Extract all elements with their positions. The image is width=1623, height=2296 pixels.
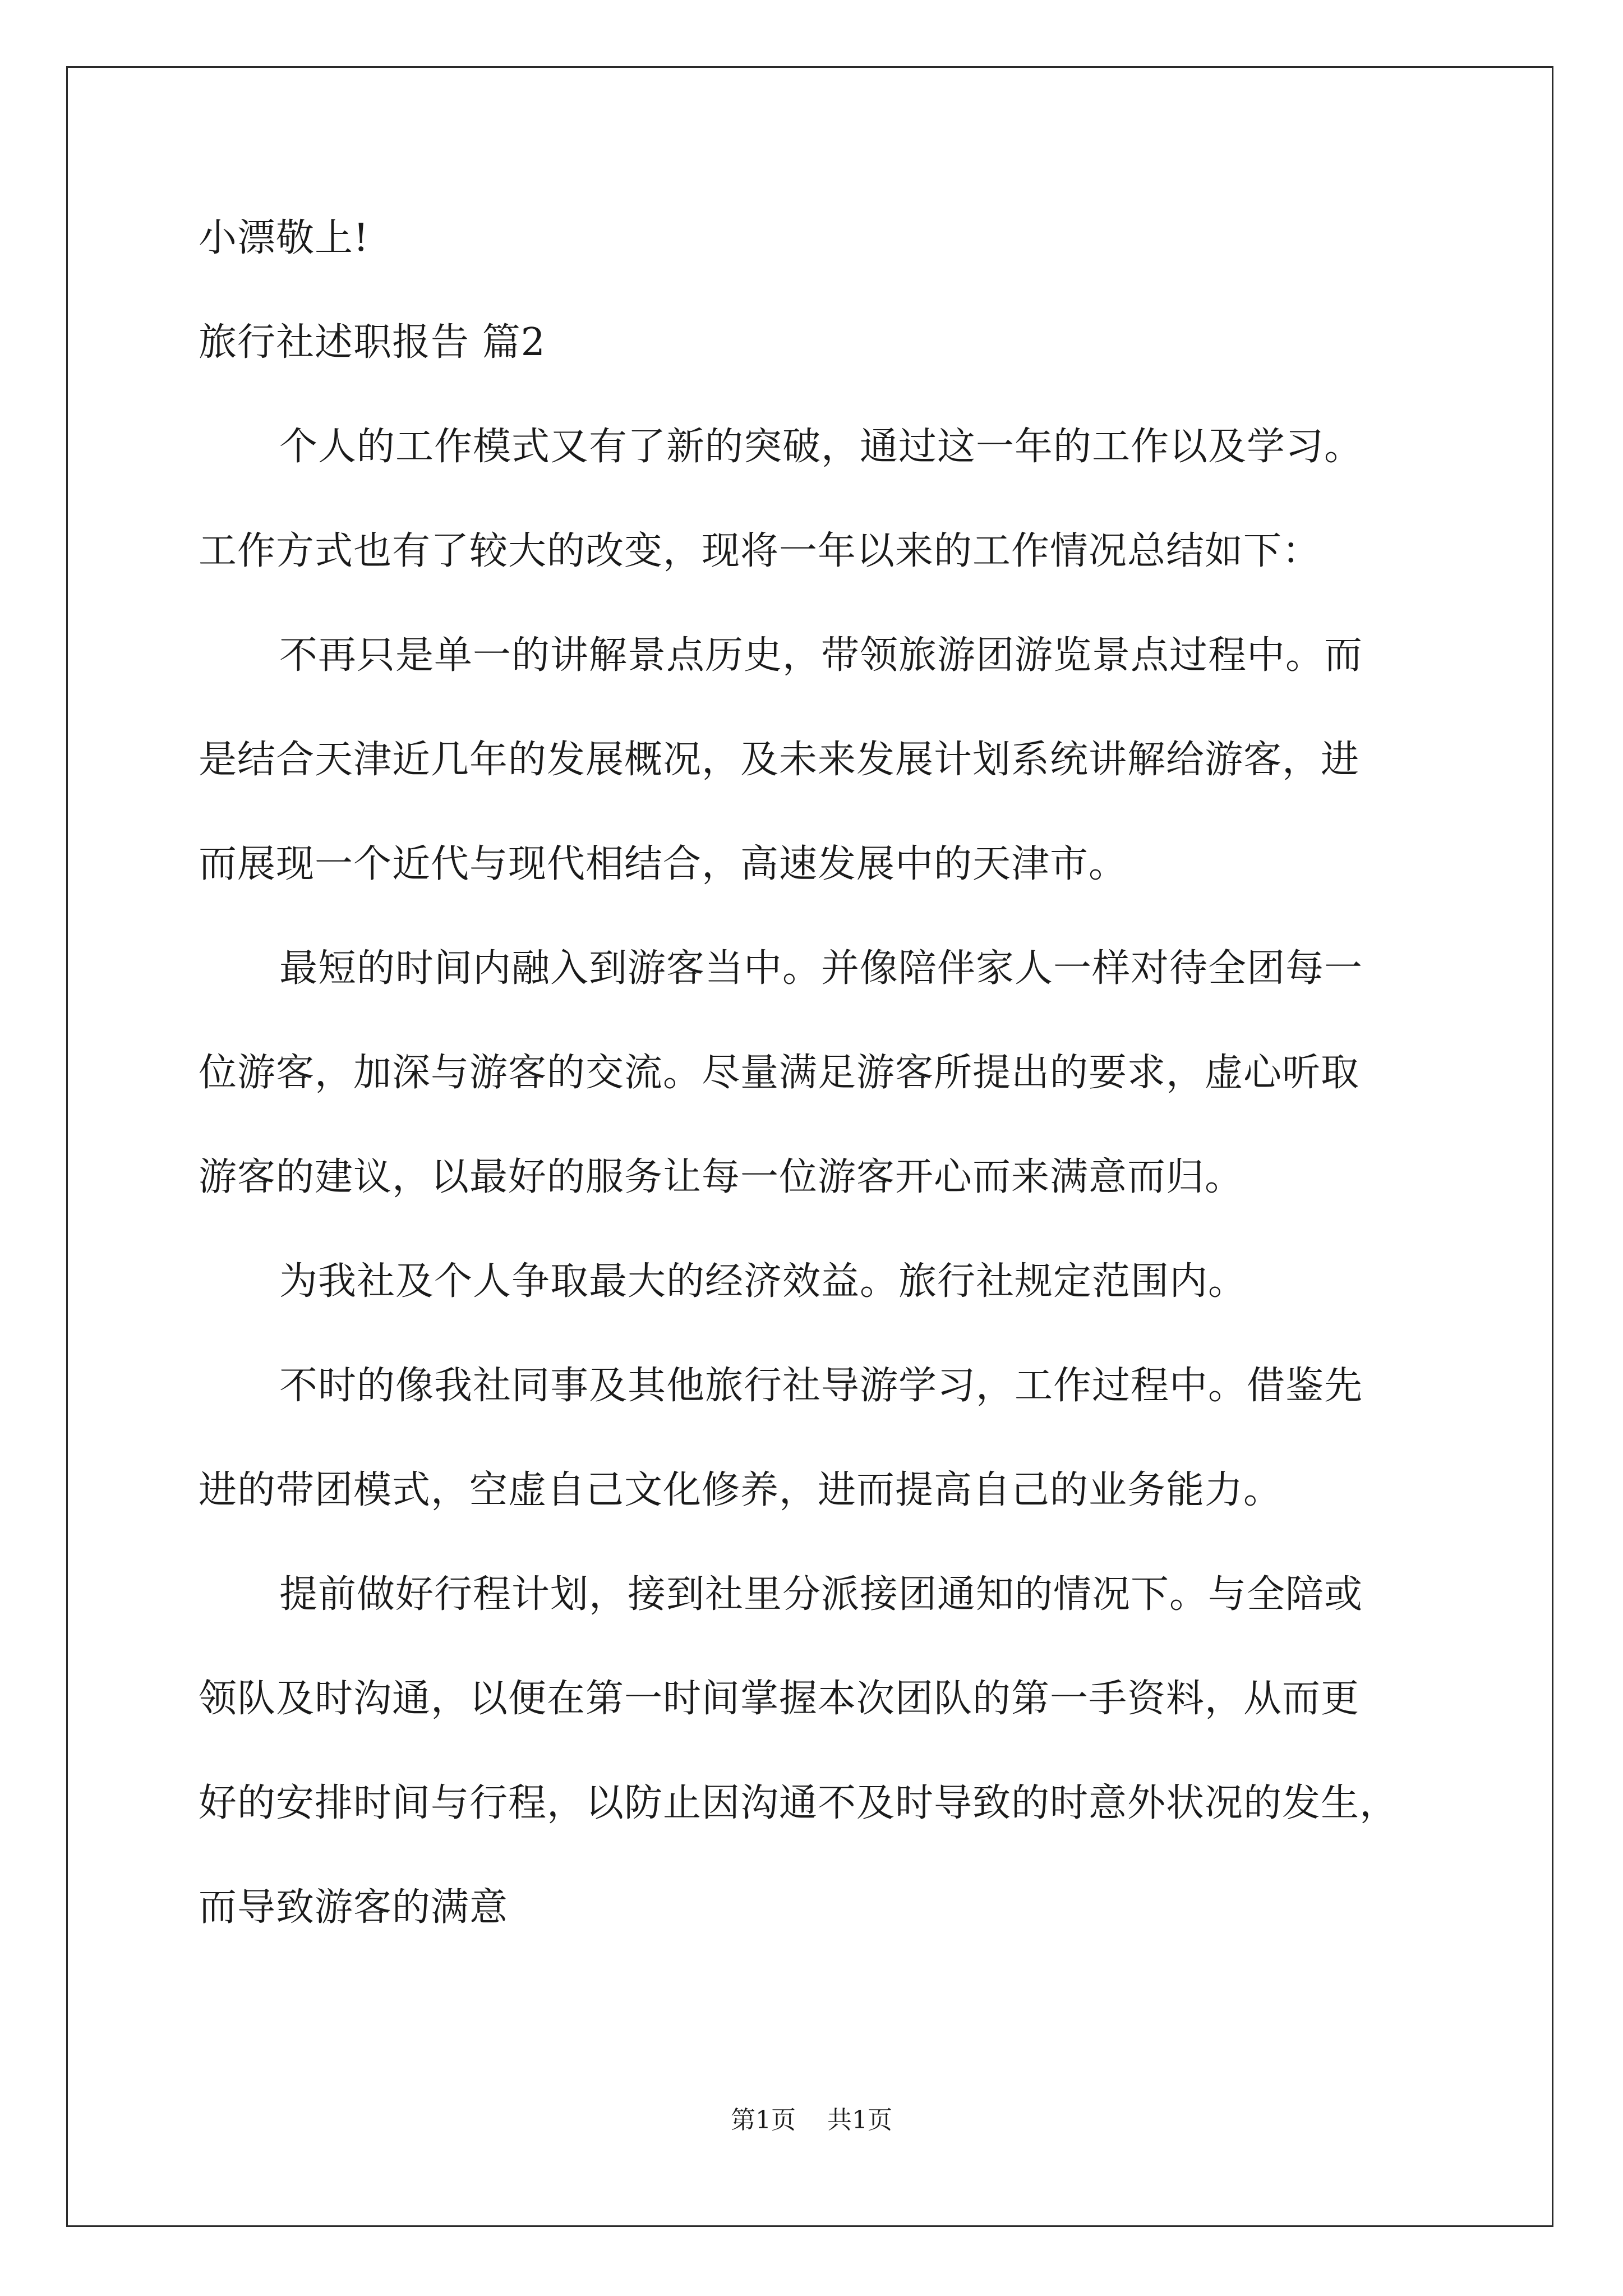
text-line: 领队及时沟通，以便在第一时间掌握本次团队的第一手资料，从而更: [199, 1677, 1360, 1721]
page-number-total: 共1页: [827, 2106, 892, 2134]
text-line: 而导致游客的满意: [199, 1885, 509, 1930]
text-line: 不再只是单一的讲解景点历史，带领旅游团游览景点过程中。而: [279, 633, 1363, 678]
text-line: 工作方式也有了较大的改变，现将一年以来的工作情况总结如下：: [199, 529, 1321, 573]
text-line: 提前做好行程计划，接到社里分派接团通知的情况下。与全陪或: [279, 1572, 1363, 1617]
text-line: 而展现一个近代与现代相结合，高速发展中的天津市。: [199, 842, 1128, 886]
closing-signature: 小漂敬上!: [199, 216, 370, 260]
text-line: 个人的工作模式又有了新的突破，通过这一年的工作以及学习。: [279, 425, 1363, 469]
text-line: 好的安排时间与行程，以防止因沟通不及时导致的时意外状况的发生，: [199, 1781, 1399, 1825]
text-line: 游客的建议，以最好的服务让每一位游客开心而来满意而归。: [199, 1155, 1244, 1199]
page-footer: [0, 2104, 1623, 2137]
text-line: 最短的时间内融入到游客当中。并像陪伴家人一样对待全团每一: [279, 946, 1363, 991]
section-heading: 旅行社述职报告 篇2: [199, 320, 546, 365]
text-line: 不时的像我社同事及其他旅行社导游学习，工作过程中。借鉴先: [279, 1364, 1363, 1408]
text-line: 进的带团模式，空虚自己文化修养，进而提高自己的业务能力。: [199, 1468, 1283, 1512]
page-number-current: 第1页: [731, 2106, 796, 2134]
text-line: 位游客，加深与游客的交流。尽量满足游客所提出的要求，虚心听取: [199, 1051, 1360, 1095]
text-line: 是结合天津近几年的发展概况，及未来发展计划系统讲解给游客，进: [199, 738, 1360, 782]
text-line: 为我社及个人争取最大的经济效益。旅行社规定范围内。: [279, 1259, 1247, 1304]
